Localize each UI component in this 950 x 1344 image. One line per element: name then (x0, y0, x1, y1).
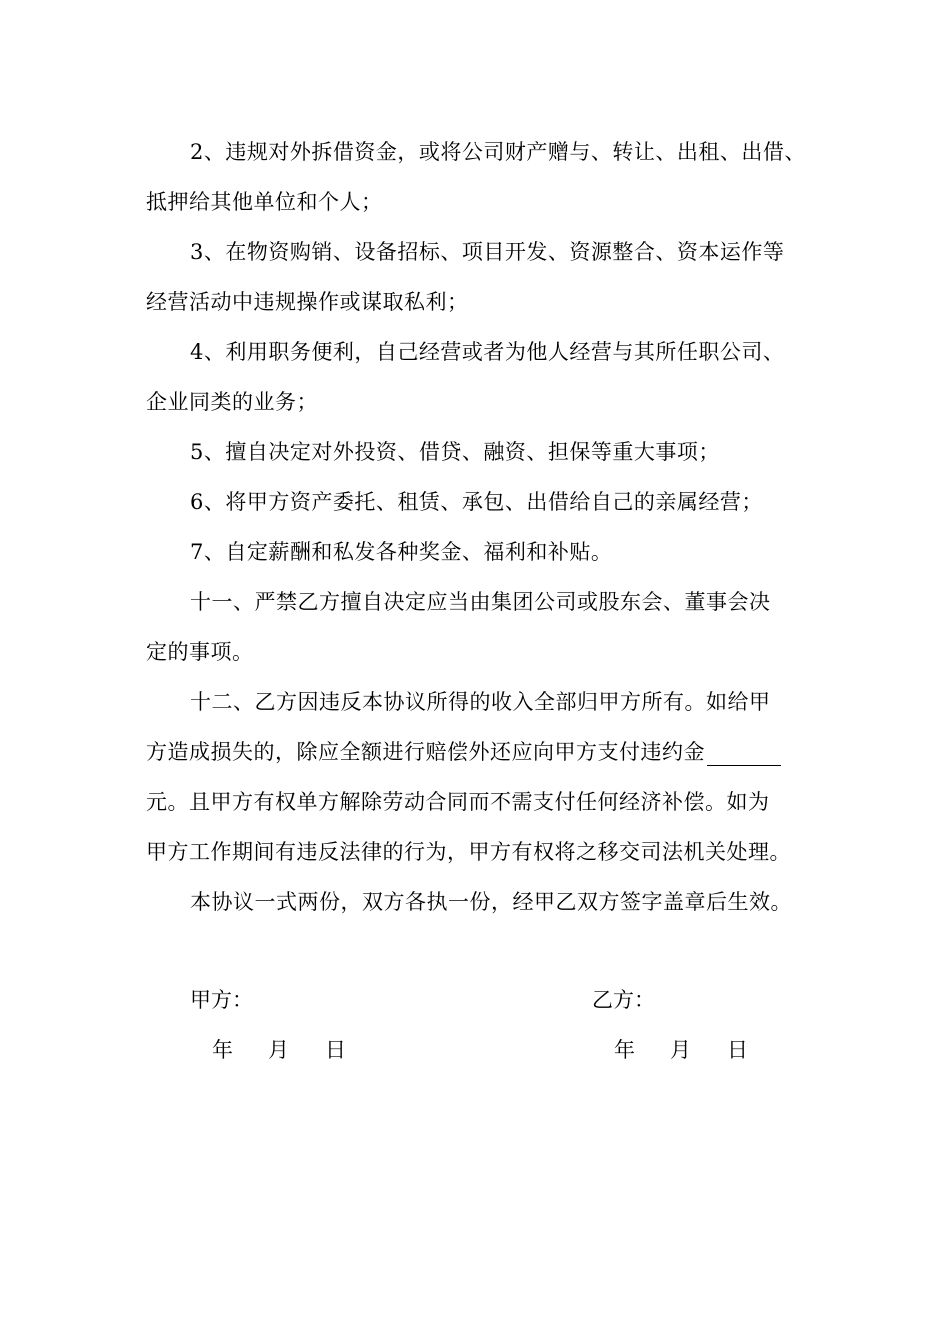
clause-7-line: 7、自定薪酬和私发各种奖金、福利和补贴。 (190, 540, 613, 564)
agreement-effect-line: 本协议一式两份，双方各执一份，经甲乙双方签字盖章后生效。 (190, 890, 792, 914)
clause-3-line-2: 经营活动中违规操作或谋取私利； (146, 290, 469, 314)
clause-5-line: 5、擅自决定对外投资、借贷、融资、担保等重大事项； (190, 440, 720, 464)
article-12-line-2 (146, 738, 781, 766)
clause-2-line-2: 抵押给其他单位和个人； (146, 190, 383, 214)
party-b-label: 乙方： (592, 988, 655, 1012)
clause-4-line-2: 企业同类的业务； (146, 390, 318, 414)
party-a-label: 甲方： (190, 988, 253, 1012)
clause-6-line: 6、将甲方资产委托、租赁、承包、出借给自己的亲属经营； (190, 490, 763, 514)
clause-4-line-1: 4、利用职务便利，自己经营或者为他人经营与其所任职公司、 (190, 340, 785, 364)
article-12-line-2-text: 方造成损失的，除应全额进行赔偿外还应向甲方支付违约金 (146, 740, 705, 764)
article-11-line-2: 定的事项。 (146, 640, 254, 664)
party-b-day: 日 (727, 1038, 748, 1062)
article-11-line-1: 十一、严禁乙方擅自决定应当由集团公司或股东会、董事会决 (190, 590, 771, 614)
party-a-day: 日 (325, 1038, 346, 1062)
article-12-line-4: 甲方工作期间有违反法律的行为，甲方有权将之移交司法机关处理。 (146, 840, 791, 864)
party-b-month: 月 (670, 1038, 691, 1062)
party-a-month: 月 (268, 1038, 289, 1062)
penalty-amount-blank (707, 745, 781, 766)
article-12-line-3: 元。且甲方有权单方解除劳动合同而不需支付任何经济补偿。如为 (146, 790, 770, 814)
article-12-line-1: 十二、乙方因违反本协议所得的收入全部归甲方所有。如给甲 (190, 690, 771, 714)
party-b-year: 年 (614, 1038, 635, 1062)
party-a-year: 年 (212, 1038, 233, 1062)
clause-3-line-1: 3、在物资购销、设备招标、项目开发、资源整合、资本运作等 (190, 240, 785, 264)
clause-2-line-1: 2、违规对外拆借资金，或将公司财产赠与、转让、出租、出借、 (190, 140, 806, 164)
